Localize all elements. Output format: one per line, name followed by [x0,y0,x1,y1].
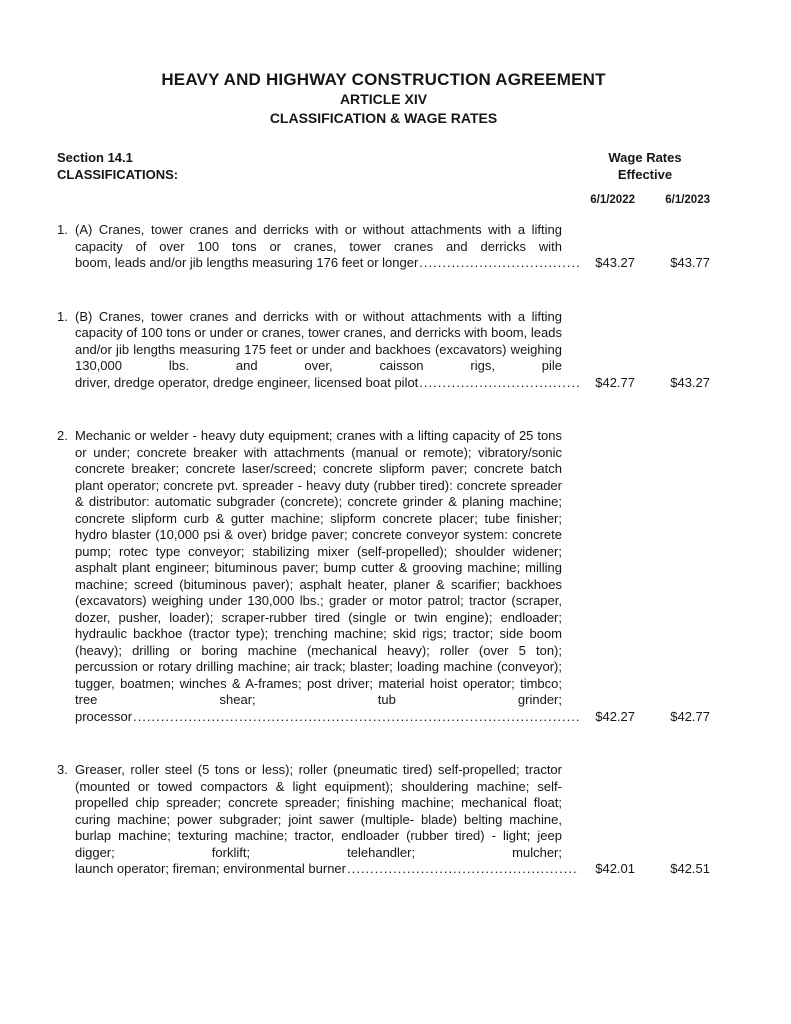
classification-item-3 [57,428,710,725]
item-text: (A) Cranes, tower cranes and derricks with or without attachments with a lifting capacity of over 100 tons or cranes, tower cranes and derricks with [75,222,562,254]
item-last-line [75,709,710,726]
classification-item-4 [57,762,710,878]
item-text-last-line: processor [75,708,133,724]
section-number-label: Section 14.1 [57,150,133,165]
item-text-last-line: driver, dredge operator, dredge engineer, licensed boat pilot [75,374,419,390]
wage-rate-2023: $43.77 [670,255,710,270]
date-column-2023: 6/1/2023 [665,194,710,206]
document-title: HEAVY AND HIGHWAY CONSTRUCTION AGREEMENT [161,70,606,89]
item-number: 1. [57,308,68,324]
classifications-label: CLASSIFICATIONS: [57,166,179,182]
item-body [75,428,710,725]
document-header [57,70,710,128]
item-body [75,762,710,878]
section-labels [57,150,178,183]
dot-leader [419,375,579,392]
section-header-row [57,150,710,183]
wage-rates-header [580,150,710,183]
effective-dates-row [57,193,710,207]
article-subtitle: ARTICLE XIV [339,91,428,107]
wage-rates-label: Wage Rates [608,150,682,165]
classification-list [57,222,710,878]
wage-rate-2023: $42.77 [670,708,710,724]
wage-rate-2022: $42.77 [595,374,635,390]
item-number: 1. [57,222,68,237]
dot-leader [419,255,579,272]
item-number: 2. [57,428,68,443]
item-body [75,309,710,392]
classification-subtitle: CLASSIFICATION & WAGE RATES [269,110,498,126]
effective-label: Effective [617,166,673,182]
item-text: Greaser, roller steel (5 tons or less); roller (pneumatic tired) self-propelled; tractor (mounted or towed compactors & light equipment); shouldering machine; self-propelled chip spreader; concrete spreader; finishing machine; mechanical float; curing machine; power subgrader; joint sawer (multiple- blade) belting machine, burlap machine; texturing machine; tractor, endloader (rubber tired) - light; jeep digger; forklift; telehandler; mulcher; [75,762,562,860]
item-last-line [75,255,710,272]
dot-leader [347,861,579,878]
item-last-line [75,861,710,878]
date-column-2022: 6/1/2022 [590,194,635,206]
wage-rate-2023: $42.51 [670,861,710,876]
item-last-line [75,375,710,392]
item-text-last-line: boom, leads and/or jib lengths measuring 176 feet or longer [75,255,419,270]
item-body [75,222,710,272]
item-number: 3. [57,762,68,777]
wage-rate-2022: $43.27 [595,255,635,270]
wage-rate-2023: $43.27 [670,374,710,390]
wage-rate-2022: $42.01 [595,861,635,876]
item-text-last-line: launch operator; fireman; environmental burner [75,861,346,876]
wage-rate-2022: $42.27 [595,708,635,724]
classification-item-2 [57,309,710,392]
dot-leader [133,709,579,726]
item-text: Mechanic or welder - heavy duty equipment; cranes with a lifting capacity of 25 tons or under; concrete breaker with attachments (manual or remote); vibratory/sonic concrete breaker; concrete laser/screed; concrete slipform paver; concrete batch plant operator; concrete pvt. spreader - heavy duty (rubber tired): concrete spreader & distributor: automatic subgrader (concrete); concrete grinder & planing machine; concrete slipform curb & gutter machine; slipform concrete placer; tube finisher; hydro blaster (10,000 psi & over) bridge paver; concrete conveyor system: concrete pump; rotec type conveyor; stabilizing mixer (self-propelled); shoulder widener; asphalt plant engineer; bituminous paver; bump cutter & grooving machine; milling machine; screed (bituminous paver); asphalt heater, planer & scarifier; backhoes (excavators) weighing under 130,000 lbs.; grader or motor patrol; tractor (scraper, dozer, pusher, loader); scraper-rubber tired (single or twin engine); endloader; hydraulic backhoe (tractor type); trenching machine; skid rigs; tractor; side boom (heavy); drilling or boring machine (mechanical heavy); roller (over 5 ton); percussion or rotary drilling machine; air track; blaster; loading machine (conveyor); tugger, boatmen; winches & A-frames; post driver; material hoist operator; timbco; tree shear; tub grinder; [75,428,562,707]
item-text: (B) Cranes, tower cranes and derricks with or without attachments with a lifting capacity of 100 tons or under or cranes, tower cranes, and derricks with boom, leads and/or jib lengths measuring 175 feet or under and backhoes (excavators) weighing 130,000 lbs. and over, caisson rigs, pile [75,308,562,373]
classification-item-1 [57,222,710,272]
